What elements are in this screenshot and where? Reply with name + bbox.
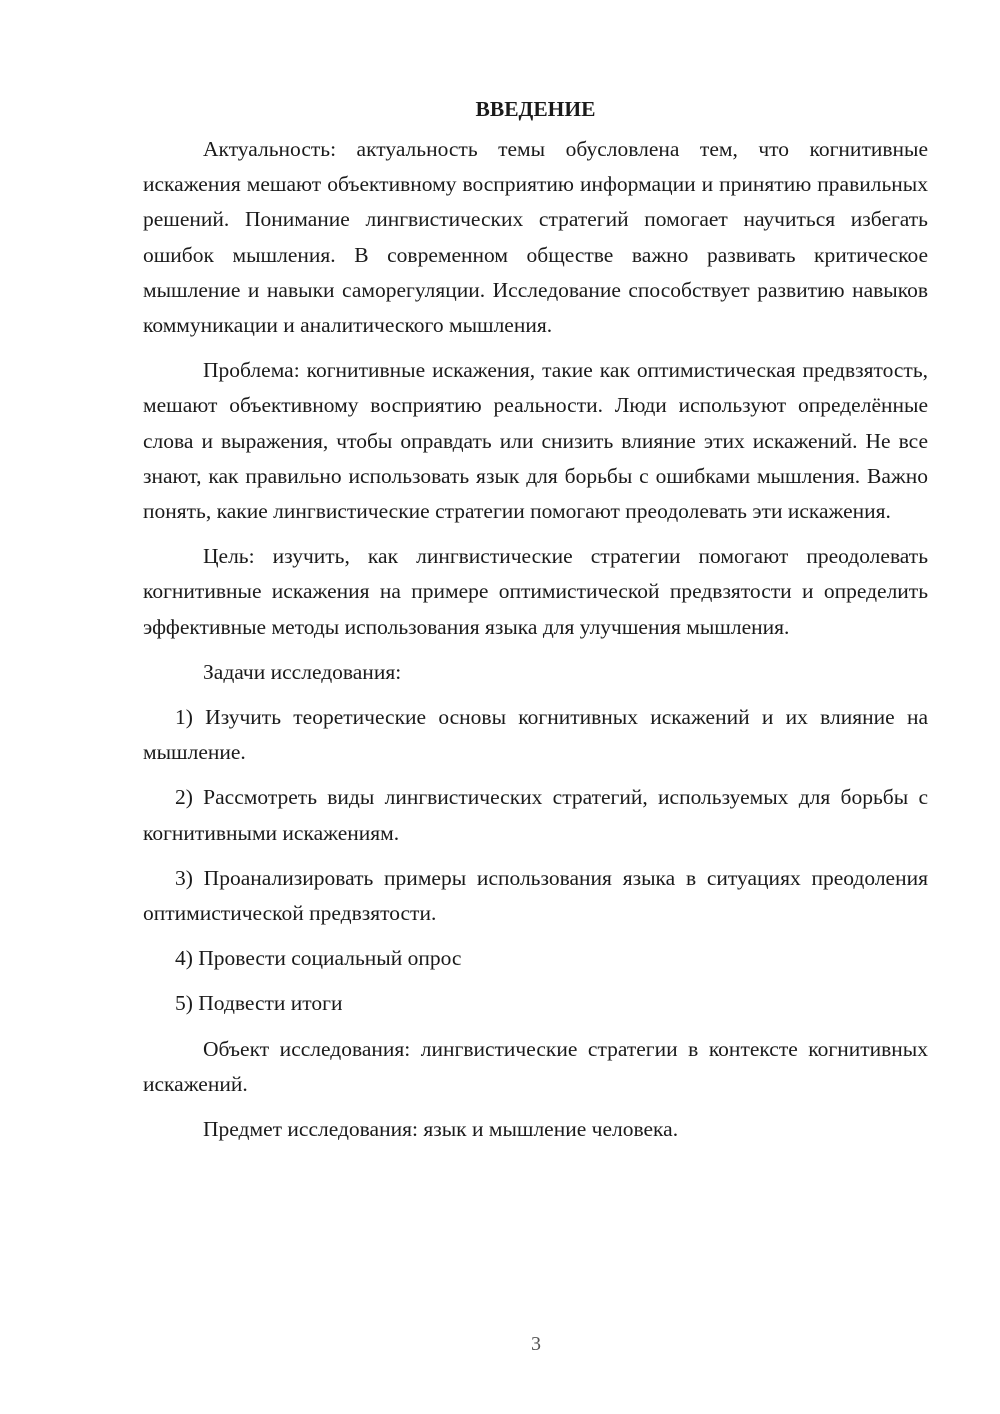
tasks-heading: Задачи исследования: [203, 659, 402, 684]
document-page [143, 92, 928, 1157]
list-item: 5) Подвести итоги [175, 991, 343, 1016]
list-item: 4) Провести социальный опрос [175, 946, 462, 971]
page-title: ВВЕДЕНИЕ [475, 97, 596, 121]
page-number: 3 [531, 1333, 541, 1355]
tasks-list [143, 700, 928, 1022]
list-item: 3) Проанализировать примеры использования языка в ситуациях преодоления оптимистической предвзятости. [143, 865, 928, 926]
list-item: 1) Изучить теоретические основы когнитивных искажений и их влияние на мышление. [143, 705, 928, 765]
problem-paragraph: Проблема: когнитивные искажения, такие как оптимистическая предвзятость, мешают объективному восприятию реальности. Люди используют определённые слова и выражения, чтобы оправдать или снизить влияние этих искажений. Не все знают, как правильно использовать язык для борьбы с ошибками мышления. Важно понять, какие лингвистические стратегии помогают преодолевать эти искажения. [143, 358, 928, 524]
list-item: 2) Рассмотреть виды лингвистических стратегий, используемых для борьбы с когнитивными искажениям. [143, 785, 928, 845]
object-paragraph: Объект исследования: лингвистические стратегии в контексте когнитивных искажений. [143, 1036, 928, 1096]
subject-paragraph: Предмет исследования: язык и мышление человека. [203, 1117, 679, 1142]
goal-paragraph: Цель: изучить, как лингвистические стратегии помогают преодолевать когнитивные искажения на примере оптимистической предвзятости и определить эффективные методы использования языка для улучшения мышления. [143, 544, 928, 639]
relevance-paragraph: Актуальность: актуальность темы обусловлена тем, что когнитивные искажения мешают объективному восприятию информации и принятию правильных решений. Понимание лингвистических стратегий помогает научиться избегать ошибок мышления. В современном обществе важно развивать критическое мышление и навыки саморегуляции. Исследование способствует развитию навыков коммуникации и аналитического мышления. [143, 137, 928, 338]
